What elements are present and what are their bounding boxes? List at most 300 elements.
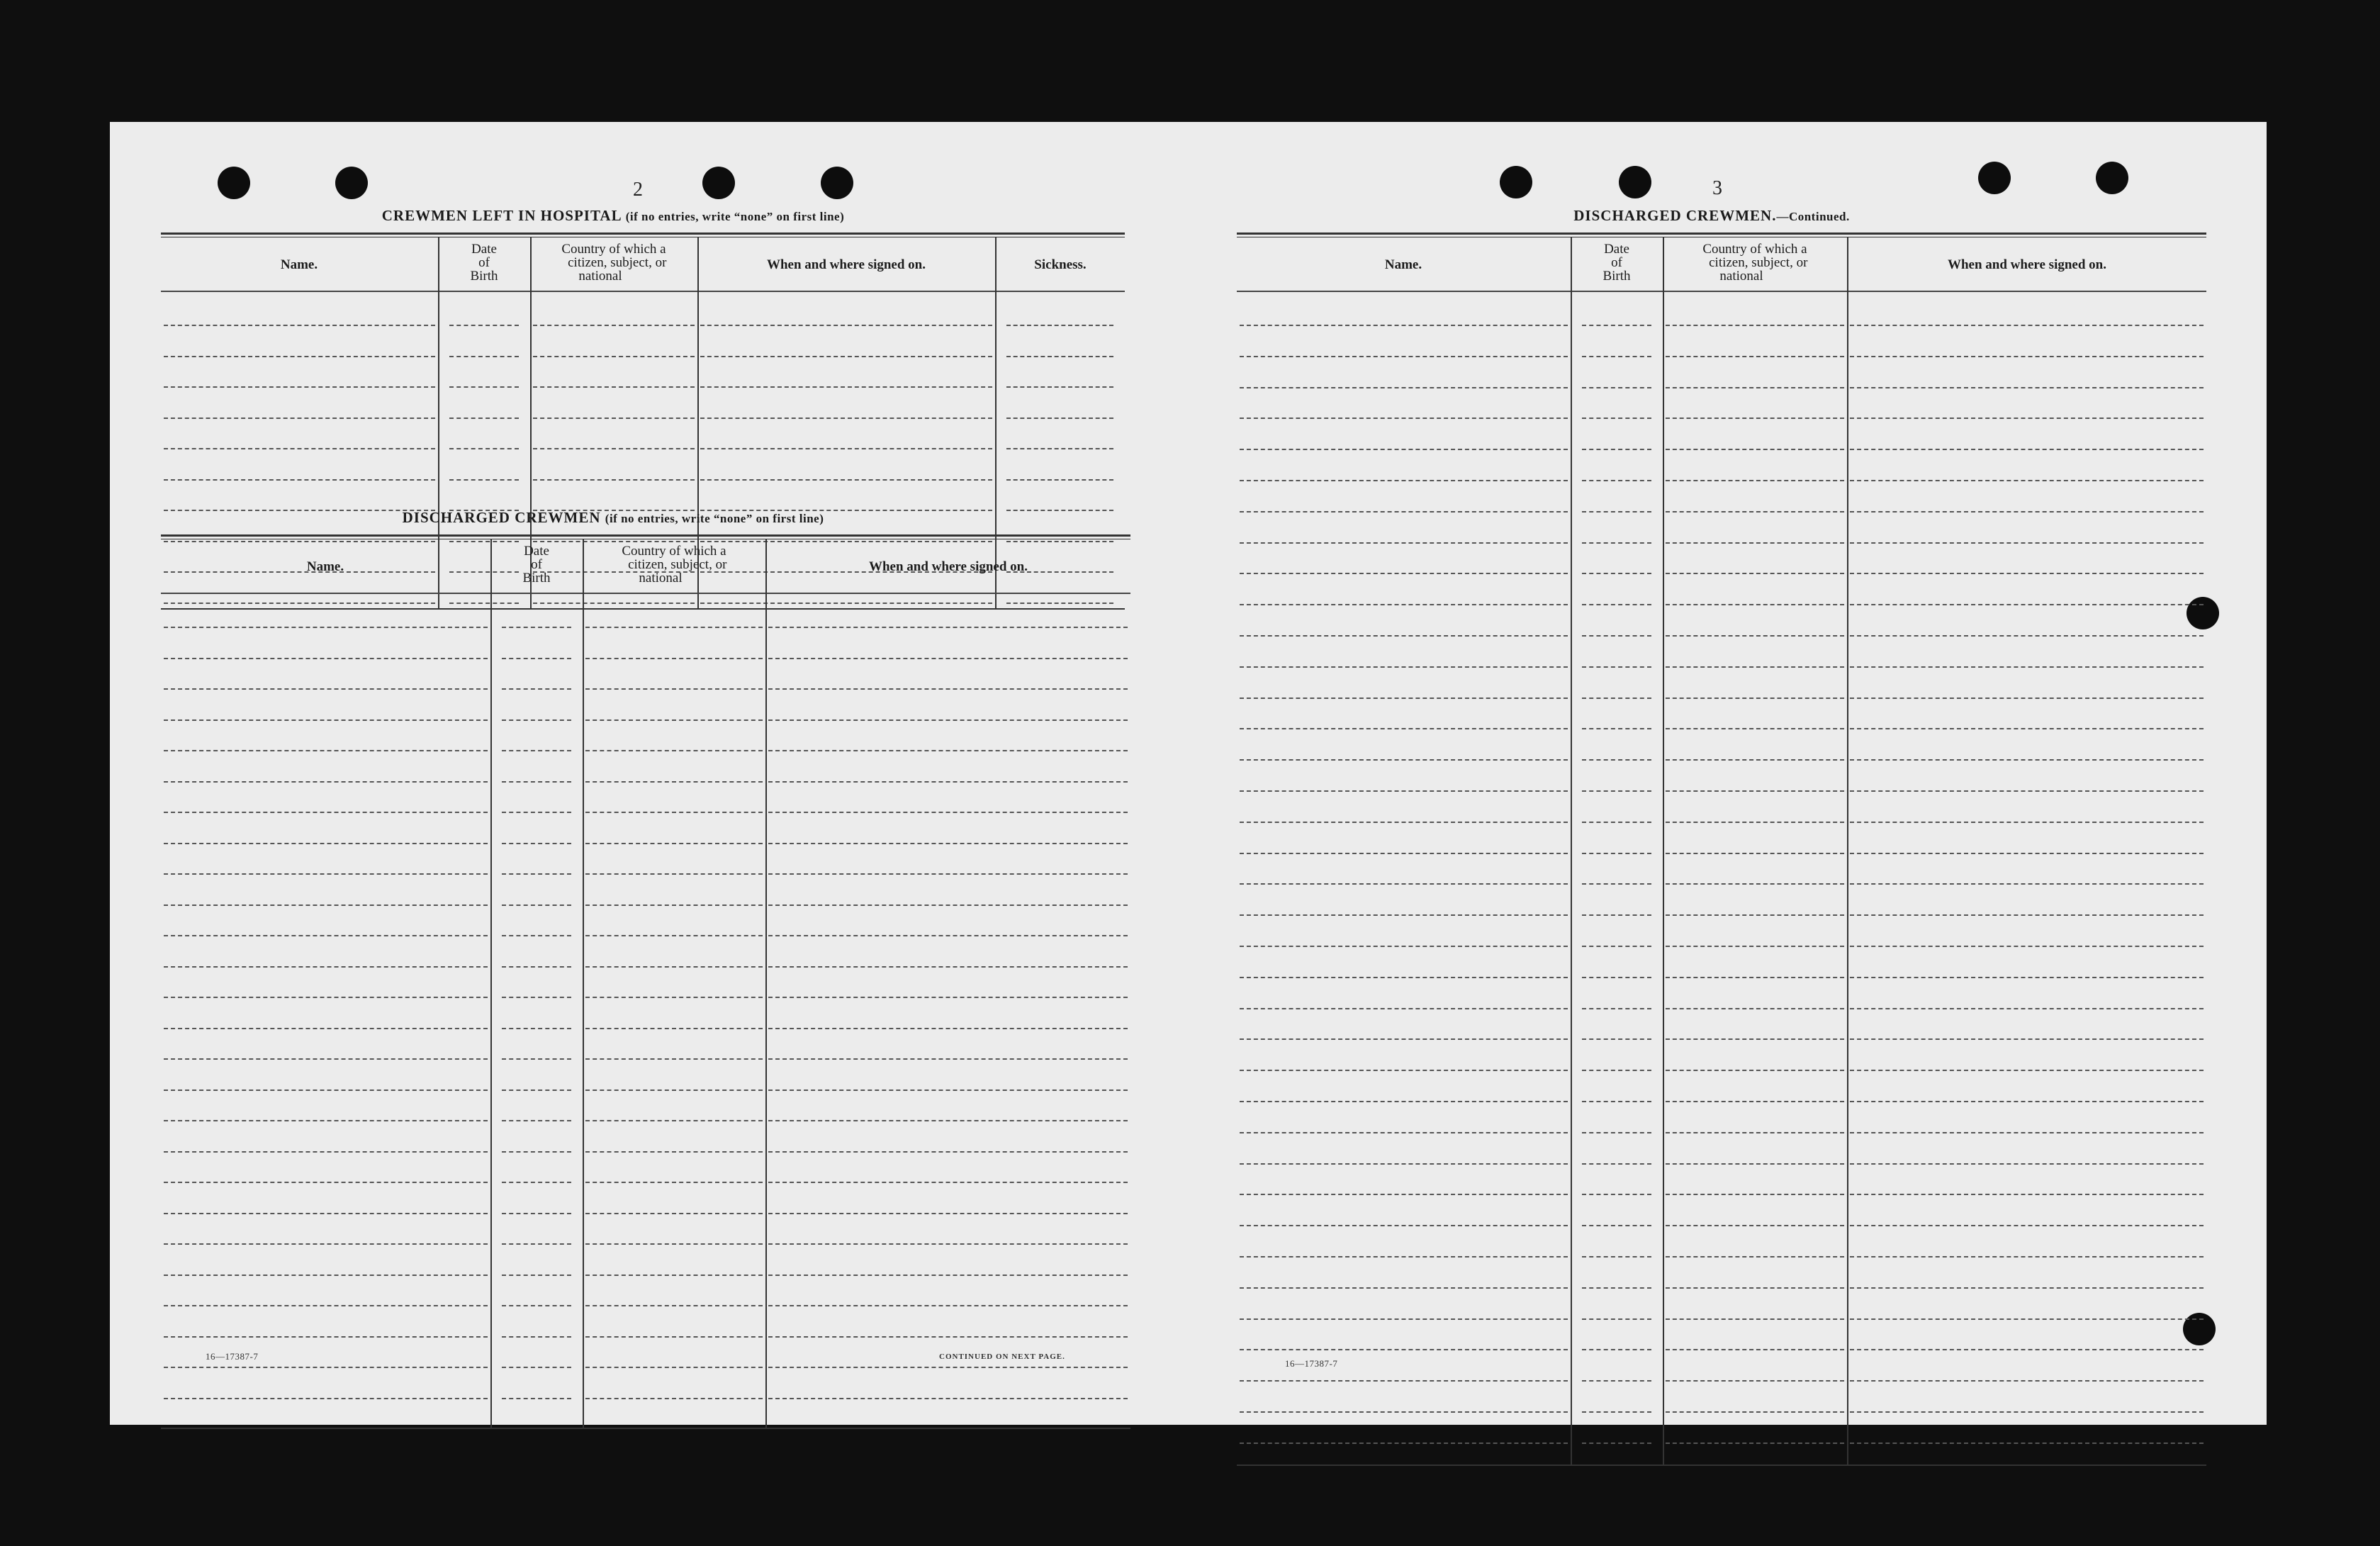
entry-line[interactable] — [164, 1275, 488, 1276]
entry-line[interactable] — [164, 688, 488, 690]
entry-line[interactable] — [1582, 573, 1651, 574]
entry-line[interactable] — [164, 843, 488, 844]
entry-line[interactable] — [585, 904, 763, 906]
entry-line[interactable] — [502, 658, 571, 659]
entry-line[interactable] — [1850, 822, 2204, 823]
entry-line[interactable] — [1240, 666, 1568, 668]
entry-line[interactable] — [1240, 914, 1568, 916]
entry-line[interactable] — [1006, 510, 1113, 511]
entry-line[interactable] — [585, 1305, 763, 1306]
entry-line[interactable] — [1666, 666, 1844, 668]
entry-line[interactable] — [1666, 946, 1844, 947]
entry-line[interactable] — [502, 997, 571, 998]
entry-line[interactable] — [768, 688, 1128, 690]
entry-line[interactable] — [1240, 542, 1568, 544]
entry-line[interactable] — [1240, 1287, 1568, 1289]
entry-line[interactable] — [1850, 449, 2204, 450]
entry-line[interactable] — [1850, 418, 2204, 419]
entry-line[interactable] — [700, 418, 992, 419]
entry-line[interactable] — [1850, 1256, 2204, 1257]
entry-line[interactable] — [1582, 1194, 1651, 1195]
entry-line[interactable] — [1850, 853, 2204, 854]
entry-line[interactable] — [1582, 666, 1651, 668]
entry-line[interactable] — [1666, 790, 1844, 792]
entry-line[interactable] — [1582, 883, 1651, 885]
col-header-date-of-birth: Date of Birth — [470, 242, 498, 284]
entry-line[interactable] — [1850, 325, 2204, 326]
entry-line[interactable] — [1666, 1318, 1844, 1320]
entry-line[interactable] — [585, 719, 763, 721]
entry-line[interactable] — [164, 781, 488, 783]
entry-line[interactable] — [533, 448, 695, 449]
entry-line[interactable] — [1240, 635, 1568, 637]
entry-line[interactable] — [164, 658, 488, 659]
entry-line[interactable] — [164, 1028, 488, 1029]
entry-line[interactable] — [502, 873, 571, 875]
entry-line[interactable] — [1582, 946, 1651, 947]
entry-line[interactable] — [585, 750, 763, 751]
entry-line[interactable] — [1240, 946, 1568, 947]
entry-line[interactable] — [1850, 635, 2204, 637]
entry-line[interactable] — [1240, 977, 1568, 978]
entry-line[interactable] — [449, 386, 519, 388]
entry-line[interactable] — [449, 479, 519, 481]
entry-line[interactable] — [1666, 1132, 1844, 1133]
entry-line[interactable] — [585, 658, 763, 659]
entry-line[interactable] — [768, 997, 1128, 998]
entry-line[interactable] — [1240, 790, 1568, 792]
entry-line[interactable] — [449, 448, 519, 449]
entry-line[interactable] — [1240, 1225, 1568, 1226]
entry-line[interactable] — [768, 781, 1128, 783]
entry-line[interactable] — [533, 418, 695, 419]
punch-hole — [2096, 162, 2128, 194]
entry-line[interactable] — [502, 1243, 571, 1245]
entry-line[interactable] — [1240, 1194, 1568, 1195]
entry-line[interactable] — [502, 812, 571, 813]
entry-line[interactable] — [1240, 698, 1568, 699]
entry-line[interactable] — [502, 843, 571, 844]
entry-line[interactable] — [1582, 1287, 1651, 1289]
entry-line[interactable] — [700, 386, 992, 388]
entry-line[interactable] — [1240, 883, 1568, 885]
entry-line[interactable] — [1582, 1380, 1651, 1382]
entry-line[interactable] — [1582, 914, 1651, 916]
entry-line[interactable] — [1240, 1318, 1568, 1320]
entry-line[interactable] — [164, 1367, 488, 1368]
entry-line[interactable] — [1240, 1349, 1568, 1350]
entry-line[interactable] — [502, 1182, 571, 1183]
entry-line[interactable] — [585, 781, 763, 783]
entry-line[interactable] — [1666, 1163, 1844, 1165]
entry-line[interactable] — [1666, 604, 1844, 605]
entry-line[interactable] — [1582, 480, 1651, 481]
entry-line[interactable] — [1582, 853, 1651, 854]
entry-line[interactable] — [1850, 946, 2204, 947]
entry-line[interactable] — [502, 781, 571, 783]
entry-line[interactable] — [768, 750, 1128, 751]
entry-line[interactable] — [1582, 1411, 1651, 1413]
entry-line[interactable] — [1582, 604, 1651, 605]
entry-line[interactable] — [1240, 728, 1568, 729]
entry-line[interactable] — [502, 750, 571, 751]
entry-line[interactable] — [1850, 1349, 2204, 1350]
entry-line[interactable] — [533, 356, 695, 357]
entry-line[interactable] — [502, 935, 571, 936]
entry-line[interactable] — [1240, 325, 1568, 326]
entry-line[interactable] — [585, 1090, 763, 1091]
entry-line[interactable] — [1240, 822, 1568, 823]
entry-line[interactable] — [1666, 635, 1844, 637]
entry-line[interactable] — [1850, 1287, 2204, 1289]
entry-line[interactable] — [164, 479, 435, 481]
entry-line[interactable] — [585, 1058, 763, 1060]
entry-line[interactable] — [1006, 356, 1113, 357]
entry-line[interactable] — [1582, 1443, 1651, 1444]
entry-line[interactable] — [1850, 1163, 2204, 1165]
entry-line[interactable] — [1850, 977, 2204, 978]
entry-line[interactable] — [164, 719, 488, 721]
entry-line[interactable] — [164, 1243, 488, 1245]
col-header-when-where: When and where signed on. — [766, 257, 926, 272]
entry-line[interactable] — [164, 812, 488, 813]
entry-line[interactable] — [1006, 418, 1113, 419]
entry-line[interactable] — [1666, 449, 1844, 450]
entry-line[interactable] — [1240, 604, 1568, 605]
entry-line[interactable] — [1666, 356, 1844, 357]
entry-line[interactable] — [585, 1243, 763, 1245]
entry-line[interactable] — [1666, 977, 1844, 978]
discharged-section-title — [252, 509, 975, 527]
entry-line[interactable] — [1582, 1163, 1651, 1165]
entry-line[interactable] — [1582, 542, 1651, 544]
entry-line[interactable] — [1582, 790, 1651, 792]
entry-line[interactable] — [1582, 418, 1651, 419]
entry-line[interactable] — [1582, 1225, 1651, 1226]
entry-line[interactable] — [1850, 480, 2204, 481]
entry-line[interactable] — [1582, 728, 1651, 729]
entry-line[interactable] — [1006, 479, 1113, 481]
entry-line[interactable] — [768, 1398, 1128, 1399]
table-bottom-rule — [1237, 1464, 2206, 1466]
entry-line[interactable] — [1666, 1008, 1844, 1009]
entry-line[interactable] — [585, 1367, 763, 1368]
punch-hole — [1978, 162, 2011, 194]
entry-line[interactable] — [1850, 728, 2204, 729]
entry-line[interactable] — [1666, 759, 1844, 761]
entry-line[interactable] — [768, 1120, 1128, 1121]
entry-line[interactable] — [1240, 1132, 1568, 1133]
entry-line[interactable] — [1240, 449, 1568, 450]
entry-line[interactable] — [502, 627, 571, 628]
entry-line[interactable] — [1666, 387, 1844, 388]
entry-line[interactable] — [1582, 1070, 1651, 1071]
left-page — [110, 122, 1173, 1425]
entry-line[interactable] — [585, 935, 763, 936]
entry-line[interactable] — [700, 356, 992, 357]
entry-line[interactable] — [1666, 1256, 1844, 1257]
entry-line[interactable] — [1666, 1194, 1844, 1195]
entry-line[interactable] — [1850, 387, 2204, 388]
entry-line[interactable] — [164, 1213, 488, 1214]
entry-line[interactable] — [768, 935, 1128, 936]
entry-line[interactable] — [533, 325, 695, 326]
entry-line[interactable] — [164, 997, 488, 998]
entry-line[interactable] — [1582, 1318, 1651, 1320]
entry-line[interactable] — [1582, 449, 1651, 450]
entry-line[interactable] — [1850, 1194, 2204, 1195]
entry-line[interactable] — [768, 812, 1128, 813]
entry-line[interactable] — [768, 1305, 1128, 1306]
entry-line[interactable] — [1666, 728, 1844, 729]
entry-line[interactable] — [1850, 666, 2204, 668]
entry-line[interactable] — [1850, 1008, 2204, 1009]
entry-line[interactable] — [585, 1336, 763, 1338]
entry-line[interactable] — [768, 1336, 1128, 1338]
entry-line[interactable] — [502, 719, 571, 721]
entry-line[interactable] — [449, 356, 519, 357]
entry-line[interactable] — [585, 688, 763, 690]
entry-line[interactable] — [164, 627, 488, 628]
entry-line[interactable] — [1850, 1070, 2204, 1071]
entry-line[interactable] — [502, 1090, 571, 1091]
col-header-country: Country of which a citizen, subject, or national — [621, 544, 727, 586]
entry-line[interactable] — [1850, 604, 2204, 605]
entry-line[interactable] — [585, 1120, 763, 1121]
entry-line[interactable] — [164, 1336, 488, 1338]
entry-line[interactable] — [585, 1275, 763, 1276]
entry-line[interactable] — [502, 1213, 571, 1214]
entry-line[interactable] — [1850, 1411, 2204, 1413]
entry-line[interactable] — [1666, 822, 1844, 823]
entry-line[interactable] — [768, 843, 1128, 844]
entry-line[interactable] — [1850, 542, 2204, 544]
entry-line[interactable] — [1240, 1411, 1568, 1413]
entry-line[interactable] — [502, 1336, 571, 1338]
entry-line[interactable] — [502, 1058, 571, 1060]
entry-line[interactable] — [449, 325, 519, 326]
entry-line[interactable] — [1240, 1380, 1568, 1382]
entry-line[interactable] — [1850, 1038, 2204, 1040]
entry-line[interactable] — [1850, 1443, 2204, 1444]
entry-line[interactable] — [1240, 853, 1568, 854]
entry-line[interactable] — [1850, 759, 2204, 761]
entry-line[interactable] — [1666, 1287, 1844, 1289]
entry-line[interactable] — [1666, 480, 1844, 481]
col-header-date-of-birth: Date of Birth — [522, 544, 551, 586]
entry-line[interactable] — [1666, 573, 1844, 574]
entry-line[interactable] — [1582, 356, 1651, 357]
entry-line[interactable] — [1582, 822, 1651, 823]
entry-line[interactable] — [1666, 418, 1844, 419]
entry-line[interactable] — [1850, 1132, 2204, 1133]
entry-line[interactable] — [502, 1398, 571, 1399]
entry-line[interactable] — [1850, 573, 2204, 574]
entry-line[interactable] — [1240, 1038, 1568, 1040]
entry-line[interactable] — [1666, 1101, 1844, 1102]
entry-line[interactable] — [768, 658, 1128, 659]
entry-line[interactable] — [1666, 325, 1844, 326]
entry-line[interactable] — [164, 873, 488, 875]
entry-line[interactable] — [1582, 1101, 1651, 1102]
entry-line[interactable] — [1240, 1008, 1568, 1009]
entry-line[interactable] — [164, 1305, 488, 1306]
entry-line[interactable] — [1850, 1318, 2204, 1320]
entry-line[interactable] — [164, 356, 435, 357]
entry-line[interactable] — [1240, 1101, 1568, 1102]
entry-line[interactable] — [1666, 883, 1844, 885]
entry-line[interactable] — [700, 448, 992, 449]
entry-line[interactable] — [502, 1028, 571, 1029]
entry-line[interactable] — [164, 1120, 488, 1121]
page-number: 2 — [633, 179, 643, 201]
punch-hole — [335, 167, 368, 199]
entry-line[interactable] — [164, 1151, 488, 1153]
entry-line[interactable] — [1666, 1443, 1844, 1444]
entry-line[interactable] — [1240, 418, 1568, 419]
punch-hole — [1500, 166, 1532, 198]
entry-line[interactable] — [1582, 698, 1651, 699]
entry-line[interactable] — [585, 627, 763, 628]
entry-line[interactable] — [585, 843, 763, 844]
entry-line[interactable] — [768, 1090, 1128, 1091]
entry-line[interactable] — [585, 1182, 763, 1183]
entry-line[interactable] — [585, 966, 763, 968]
entry-line[interactable] — [1582, 759, 1651, 761]
entry-line[interactable] — [533, 386, 695, 388]
entry-line[interactable] — [502, 688, 571, 690]
entry-line[interactable] — [1850, 790, 2204, 792]
entry-line[interactable] — [164, 750, 488, 751]
entry-line[interactable] — [502, 966, 571, 968]
hospital-section-title — [230, 207, 996, 225]
entry-line[interactable] — [1582, 1008, 1651, 1009]
entry-line[interactable] — [164, 386, 435, 388]
entry-line[interactable] — [502, 1305, 571, 1306]
entry-line[interactable] — [1850, 511, 2204, 512]
entry-line[interactable] — [1666, 511, 1844, 512]
entry-line[interactable] — [585, 1028, 763, 1029]
entry-line[interactable] — [585, 812, 763, 813]
col-header-country: Country of which a citizen, subject, or national — [1702, 242, 1808, 284]
entry-line[interactable] — [1666, 698, 1844, 699]
entry-line[interactable] — [1850, 1380, 2204, 1382]
entry-line[interactable] — [1666, 1038, 1844, 1040]
entry-line[interactable] — [1582, 387, 1651, 388]
entry-line[interactable] — [1666, 914, 1844, 916]
entry-line[interactable] — [1006, 325, 1113, 326]
entry-line[interactable] — [1666, 1380, 1844, 1382]
entry-line[interactable] — [1582, 1132, 1651, 1133]
entry-line[interactable] — [768, 1151, 1128, 1153]
entry-line[interactable] — [164, 935, 488, 936]
entry-line[interactable] — [1240, 387, 1568, 388]
entry-line[interactable] — [768, 904, 1128, 906]
entry-line[interactable] — [1006, 448, 1113, 449]
entry-line[interactable] — [1582, 1038, 1651, 1040]
entry-line[interactable] — [164, 448, 435, 449]
entry-line[interactable] — [768, 1243, 1128, 1245]
entry-line[interactable] — [700, 479, 992, 481]
entry-line[interactable] — [1582, 1349, 1651, 1350]
entry-line[interactable] — [164, 966, 488, 968]
entry-line[interactable] — [1240, 1256, 1568, 1257]
entry-line[interactable] — [1240, 1070, 1568, 1071]
entry-line[interactable] — [585, 1398, 763, 1399]
entry-line[interactable] — [1582, 1256, 1651, 1257]
entry-line[interactable] — [585, 1151, 763, 1153]
entry-line[interactable] — [768, 1367, 1128, 1368]
entry-line[interactable] — [1582, 635, 1651, 637]
entry-line[interactable] — [1666, 542, 1844, 544]
entry-line[interactable] — [768, 627, 1128, 628]
col-header-when-where: When and where signed on. — [868, 559, 1028, 574]
entry-line[interactable] — [585, 873, 763, 875]
entry-line[interactable] — [164, 325, 435, 326]
entry-line[interactable] — [164, 1058, 488, 1060]
entry-line[interactable] — [1666, 1225, 1844, 1226]
entry-line[interactable] — [502, 1151, 571, 1153]
entry-line[interactable] — [1850, 356, 2204, 357]
entry-line[interactable] — [502, 1120, 571, 1121]
entry-line[interactable] — [1850, 698, 2204, 699]
entry-line[interactable] — [768, 873, 1128, 875]
entry-line[interactable] — [1006, 386, 1113, 388]
entry-line[interactable] — [585, 1213, 763, 1214]
entry-line[interactable] — [1850, 914, 2204, 916]
entry-line[interactable] — [768, 1182, 1128, 1183]
entry-line[interactable] — [502, 1367, 571, 1368]
entry-line[interactable] — [1582, 977, 1651, 978]
entry-line[interactable] — [533, 479, 695, 481]
entry-line[interactable] — [1582, 325, 1651, 326]
entry-line[interactable] — [502, 904, 571, 906]
entry-line[interactable] — [768, 1058, 1128, 1060]
entry-line[interactable] — [1850, 1225, 2204, 1226]
entry-line[interactable] — [1240, 480, 1568, 481]
hospital-title-note: (if no entries, write “none” on first line) — [625, 210, 845, 223]
col-header-name: Name. — [1384, 257, 1422, 272]
entry-line[interactable] — [1666, 1349, 1844, 1350]
entry-line[interactable] — [1240, 1163, 1568, 1165]
entry-line[interactable] — [502, 1275, 571, 1276]
entry-line[interactable] — [1666, 1411, 1844, 1413]
entry-line[interactable] — [1240, 1443, 1568, 1444]
entry-line[interactable] — [164, 1398, 488, 1399]
entry-line[interactable] — [768, 966, 1128, 968]
entry-line[interactable] — [164, 904, 488, 906]
entry-line[interactable] — [164, 1182, 488, 1183]
entry-line[interactable] — [1240, 356, 1568, 357]
entry-line[interactable] — [768, 719, 1128, 721]
entry-line[interactable] — [164, 1090, 488, 1091]
entry-line[interactable] — [585, 997, 763, 998]
entry-line[interactable] — [1240, 573, 1568, 574]
entry-line[interactable] — [1666, 853, 1844, 854]
entry-line[interactable] — [1240, 759, 1568, 761]
entry-line[interactable] — [1850, 883, 2204, 885]
entry-line[interactable] — [768, 1275, 1128, 1276]
entry-line[interactable] — [768, 1028, 1128, 1029]
entry-line[interactable] — [700, 325, 992, 326]
entry-line[interactable] — [449, 418, 519, 419]
entry-line[interactable] — [164, 418, 435, 419]
entry-line[interactable] — [768, 1213, 1128, 1214]
entry-line[interactable] — [1240, 511, 1568, 512]
entry-line[interactable] — [1582, 511, 1651, 512]
entry-line[interactable] — [1666, 1070, 1844, 1071]
entry-line[interactable] — [1850, 1101, 2204, 1102]
